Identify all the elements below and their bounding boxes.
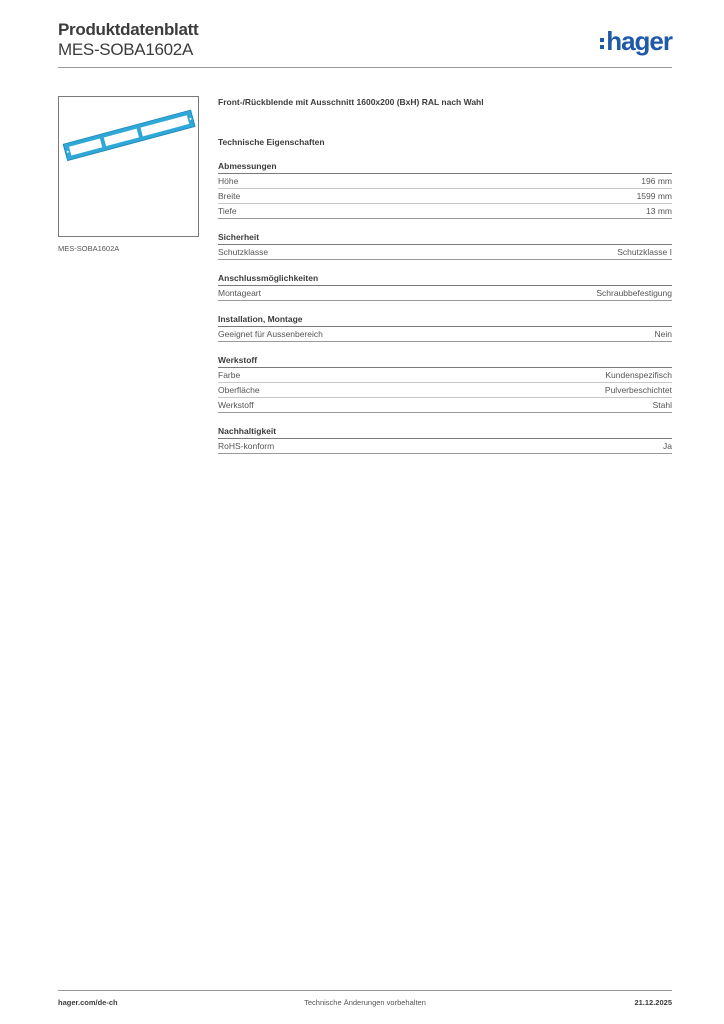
footer-notice: Technische Änderungen vorbehalten [304, 998, 426, 1007]
group-safety [218, 231, 672, 260]
tech-properties-heading: Technische Eigenschaften [218, 137, 325, 147]
group-sustainability [218, 425, 672, 454]
property-row [218, 174, 672, 189]
footer-divider [58, 990, 672, 991]
property-label: Montageart [218, 288, 261, 298]
group-title: Nachhaltigkeit [218, 425, 672, 439]
front-panel-icon [59, 97, 198, 236]
property-label: RoHS-konform [218, 441, 275, 451]
property-row [218, 327, 672, 342]
property-label: Höhe [218, 176, 239, 186]
property-label: Farbe [218, 370, 241, 380]
property-value: 13 mm [646, 206, 672, 216]
property-row [218, 368, 672, 383]
property-value: Kundenspezifisch [605, 370, 672, 380]
property-row [218, 189, 672, 204]
property-row [218, 439, 672, 454]
logo-dots-icon [600, 38, 604, 49]
group-material [218, 354, 672, 413]
product-details [218, 96, 672, 466]
property-row [218, 204, 672, 219]
property-row [218, 398, 672, 413]
property-value: Schutzklasse I [617, 247, 672, 257]
footer-website-link[interactable]: hager.com/de-ch [58, 998, 118, 1007]
group-title: Abmessungen [218, 160, 672, 174]
group-connections [218, 272, 672, 301]
property-value: Nein [654, 329, 672, 339]
product-image [58, 96, 199, 237]
property-label: Breite [218, 191, 241, 201]
group-title: Anschlussmöglichkeiten [218, 272, 672, 286]
document-header [58, 20, 198, 60]
property-label: Geeignet für Aussenbereich [218, 329, 323, 339]
property-value: 196 mm [641, 176, 672, 186]
product-code: MES-SOBA1602A [58, 40, 193, 59]
group-title: Sicherheit [218, 231, 672, 245]
property-row [218, 245, 672, 260]
hager-logo [600, 28, 672, 54]
property-value: Ja [663, 441, 672, 451]
header-divider [58, 67, 672, 68]
product-description: Front-/Rückblende mit Ausschnitt 1600x200 (BxH) RAL nach Wahl [218, 97, 484, 107]
image-caption: MES-SOBA1602A [58, 244, 120, 253]
property-value: Pulverbeschichtet [604, 385, 672, 395]
group-installation [218, 313, 672, 342]
group-dimensions [218, 160, 672, 219]
property-row [218, 383, 672, 398]
logo-wordmark: hager [606, 26, 672, 56]
property-value: Stahl [652, 400, 672, 410]
property-row [218, 286, 672, 301]
property-label: Tiefe [218, 206, 237, 216]
property-label: Oberfläche [218, 385, 260, 395]
property-value: 1599 mm [636, 191, 672, 201]
group-title: Werkstoff [218, 354, 672, 368]
footer-date: 21.12.2025 [634, 998, 672, 1007]
group-title: Installation, Montage [218, 313, 672, 327]
document-title: Produktdatenblatt [58, 20, 199, 39]
property-label: Werkstoff [218, 400, 254, 410]
property-value: Schraubbefestigung [596, 288, 672, 298]
property-label: Schutzklasse [218, 247, 269, 257]
